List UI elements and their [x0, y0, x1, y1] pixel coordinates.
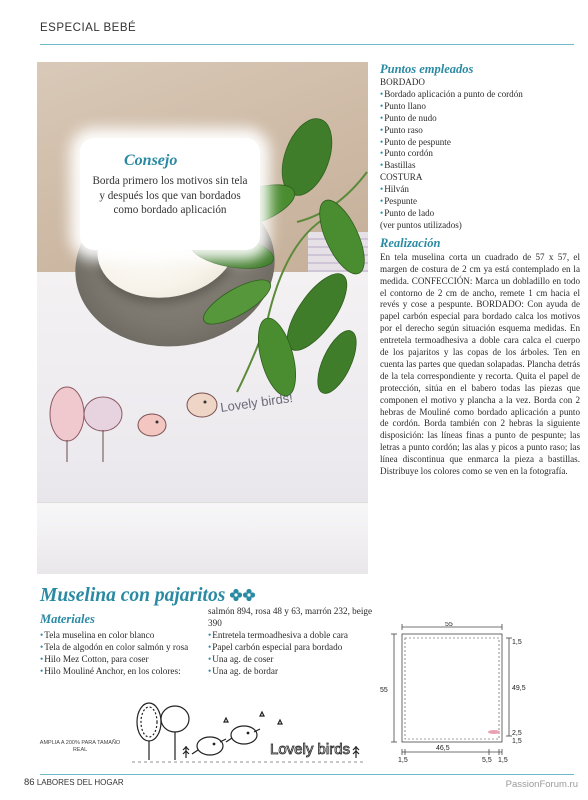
top-rule [40, 44, 574, 45]
costura-label: COSTURA [380, 172, 423, 183]
puntos-title: Puntos empleados [380, 62, 474, 76]
list-item: • Bastillas [380, 160, 580, 172]
dim-top: 55 [445, 622, 453, 628]
page-number: 86 [24, 777, 35, 788]
list-item: • Hilo Mouliné Anchor, en los colores: [40, 666, 205, 678]
embroidery-pattern [128, 702, 368, 768]
dim-right-small: 2,5 [512, 730, 522, 737]
dim-right-bottom: 1,5 [512, 738, 522, 745]
list-item: • Punto de nudo [380, 113, 580, 125]
embroidery-text: Lovely birds! [219, 389, 294, 415]
consejo-title: Consejo [124, 152, 178, 169]
list-item: • Punto de lado [380, 208, 580, 220]
list-item: • Bordado aplicación a punto de cordón [380, 89, 580, 101]
list-item: • Una ag. de bordar [208, 666, 378, 678]
costura-note: (ver puntos utilizados) [380, 219, 462, 230]
section-tag: ESPECIAL BEBÉ [40, 22, 137, 34]
product-photo [37, 62, 368, 574]
realizacion-title: Realización [380, 235, 441, 250]
bordado-list [380, 89, 580, 172]
list-item: • Tela muselina en color blanco [40, 630, 205, 642]
realizacion-text: En tela muselina corta un cuadrado de 57 x 57, el margen de costura de 2 cm ya está contemplado en la medida. CONFECCIÓN: Marca un dobladillo en todo el contorno de 2 cm de ancho, remete 1 cm hacia el revés y cose a pespunte. BORDADO: Con ayuda de papel carbón especial para bordado calca los motivos por el derecho según situación esquema medidas. En entretela termoadhesiva a doble cara calca el cuerpo de los pajaritos y las copas de los árboles. Ten en cuenta las partes que quedan solapadas. Plancha detrás de la tela correspondiente y recorta. Quita el papel de protección, sitúa en el babero todas las piezas que componen el motivo y plancha a la vez. Borda con 2 hebras de Mouliné como bordado aplicación a punto de cordón. Borda también con 2 hebras la siguiente disposición: las líneas finas a punto de pespunte; las letras a punto cordón; las alas y picos a punto raso; las línea discontinua que enmarca la pieza a bastillas. Distribuye los colores como se ven en la fotografía. [380, 251, 580, 477]
list-item: • Punto cordón [380, 148, 580, 160]
dim-bottom-mid: 46,5 [436, 745, 450, 752]
list-item: • Hilo Mez Cotton, para coser [40, 654, 205, 666]
footer [24, 777, 124, 788]
dim-top-right: 1,5 [512, 639, 522, 646]
list-item: • Punto raso [380, 125, 580, 137]
costura-list [380, 184, 580, 220]
bordado-label: BORDADO [380, 77, 425, 87]
materiales-col1 [40, 630, 205, 678]
right-column [380, 62, 580, 478]
magazine-name: LABORES DEL HOGAR [36, 778, 124, 787]
dim-bottom-b: 1,5 [498, 757, 508, 764]
motif-text: Lovely birds [270, 741, 351, 758]
dim-bottom-left: 1,5 [398, 757, 408, 764]
dim-bottom-a: 5,5 [482, 757, 492, 764]
list-item: • Punto de pespunte [380, 137, 580, 149]
measurements-diagram [378, 622, 528, 764]
consejo-text: Borda primero los motivos sin tela y después los que van bordados como bordado aplicación [92, 175, 248, 216]
list-item: • Papel carbón especial para bordado [208, 642, 378, 654]
list-item: • Punto llano [380, 101, 580, 113]
materiales-col2 [208, 606, 378, 677]
two-flowers-icon [230, 588, 256, 602]
list-item: • Una ag. de coser [208, 654, 378, 666]
list-item: • Hilván [380, 184, 580, 196]
motif-placement [488, 730, 500, 734]
list-item: • Entretela termoadhesiva a doble cara [208, 630, 378, 642]
project-title: Muselina con pajaritos [40, 585, 226, 606]
dim-right-main: 49,5 [512, 685, 526, 692]
list-item: • Pespunte [380, 196, 580, 208]
dim-left: 55 [380, 687, 388, 694]
colors-continuation: salmón 894, rosa 48 y 63, marrón 232, beige 390 [208, 606, 373, 628]
enlarge-note: AMPLIA A 200% PARA TAMAÑO REAL [39, 740, 121, 753]
watermark: PassionForum.ru [505, 779, 578, 790]
list-item: • Tela de algodón en color salmón y rosa [40, 642, 205, 654]
materiales-title: Materiales [40, 612, 95, 626]
consejo-box [80, 138, 260, 250]
footer-rule [40, 774, 574, 775]
